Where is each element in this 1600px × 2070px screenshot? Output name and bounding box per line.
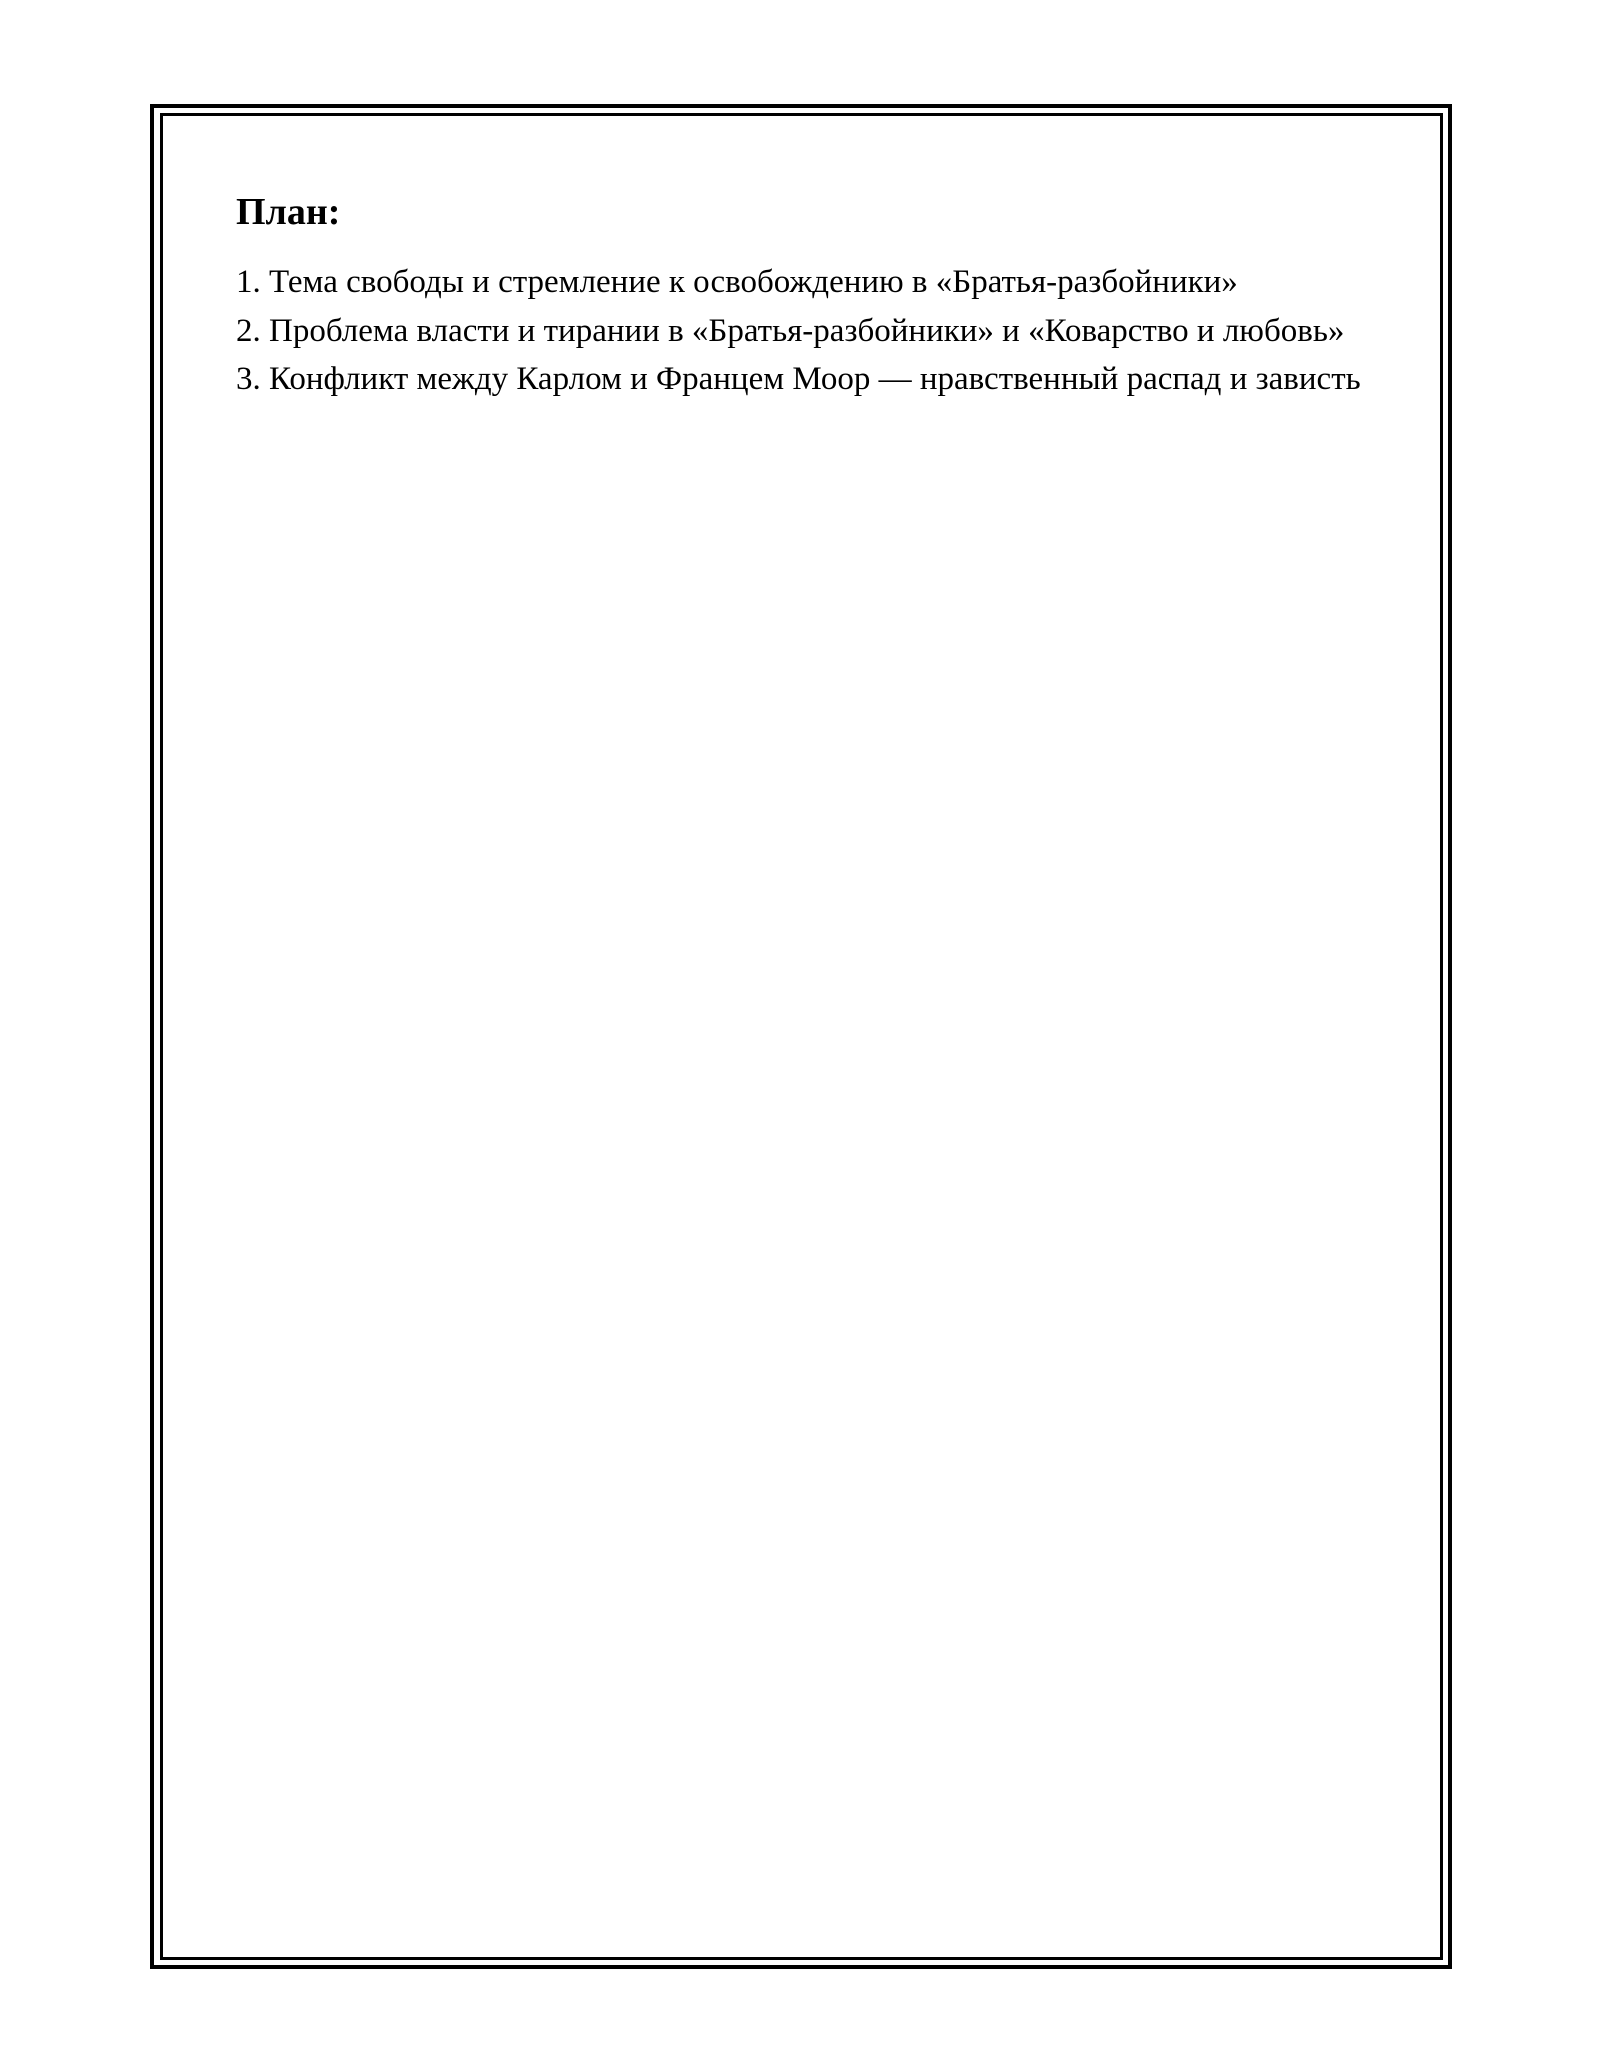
page-content — [236, 188, 1386, 404]
plan-item-3: 3. Конфликт между Карлом и Францем Моор — нравственный распад и зависть — [236, 361, 1361, 397]
plan-item-2: 2. Проблема власти и тирании в «Братья-разбойники» и «Коварство и любовь» — [236, 312, 1345, 349]
plan-heading: План: — [236, 191, 341, 233]
plan-list — [236, 258, 1386, 404]
plan-item-1: 1. Тема свободы и стремление к освобождению в «Братья-разбойники» — [236, 264, 1238, 300]
